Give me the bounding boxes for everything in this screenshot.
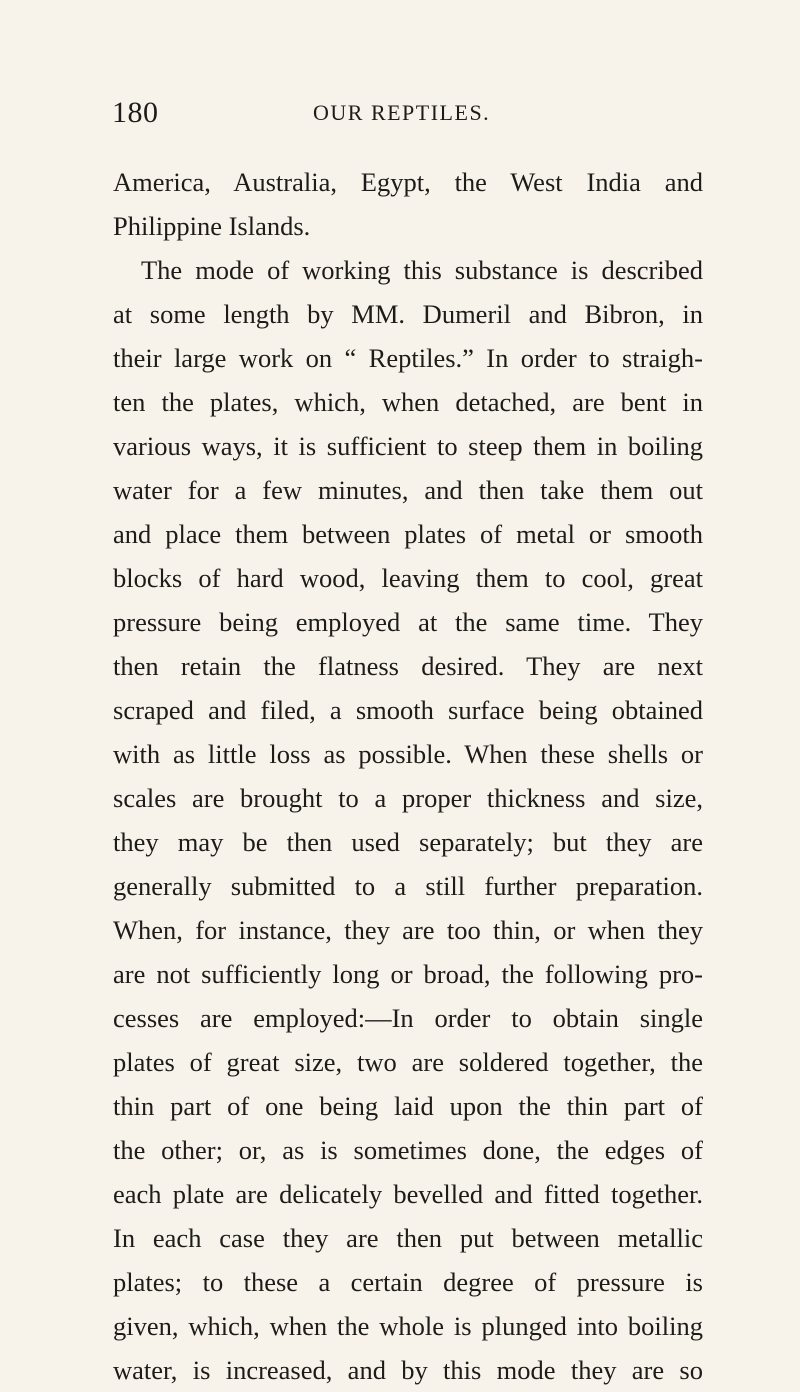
text-line: are not sufficiently long or broad, the following pro- bbox=[113, 959, 703, 989]
text-line: When, for instance, they are too thin, or when they bbox=[113, 915, 703, 945]
text-line: In each case they are then put between metallic bbox=[113, 1223, 703, 1253]
text-line: the other; or, as is sometimes done, the edges of bbox=[113, 1135, 703, 1165]
text-line: scales are brought to a proper thickness and size, bbox=[113, 783, 703, 813]
text-line: their large work on “ Reptiles.” In order to straigh- bbox=[113, 343, 703, 373]
text-line: plates; to these a certain degree of pressure is bbox=[113, 1267, 703, 1297]
text-line: at some length by MM. Dumeril and Bibron, in bbox=[113, 299, 703, 329]
page-number: 180 bbox=[112, 96, 159, 129]
text-line: scraped and filed, a smooth surface being obtained bbox=[113, 695, 703, 725]
text-line: generally submitted to a still further preparation. bbox=[113, 871, 703, 901]
text-line: thin part of one being laid upon the thin part of bbox=[113, 1091, 703, 1121]
text-line: with as little loss as possible. When these shells or bbox=[113, 739, 703, 769]
text-line: pressure being employed at the same time. They bbox=[113, 607, 703, 637]
text-line: plates of great size, two are soldered together, the bbox=[113, 1047, 703, 1077]
text-line: they may be then used separately; but they are bbox=[113, 827, 703, 857]
text-line: cesses are employed:—In order to obtain single bbox=[113, 1003, 703, 1033]
text-line: The mode of working this substance is described bbox=[141, 255, 703, 285]
body-text bbox=[113, 160, 703, 1392]
text-line: blocks of hard wood, leaving them to cool, great bbox=[113, 563, 703, 593]
text-line: Philippine Islands. bbox=[113, 211, 311, 241]
text-line: various ways, it is sufficient to steep them in boiling bbox=[113, 431, 703, 461]
text-line: then retain the flatness desired. They are next bbox=[113, 651, 703, 681]
page-header bbox=[112, 96, 690, 136]
text-line: given, which, when the whole is plunged into boiling bbox=[113, 1311, 703, 1341]
text-line: ten the plates, which, when detached, are bent in bbox=[113, 387, 703, 417]
text-line: America, Australia, Egypt, the West India and bbox=[113, 167, 703, 197]
text-line: water, is increased, and by this mode they are so bbox=[113, 1355, 703, 1385]
text-line: and place them between plates of metal or smooth bbox=[113, 519, 703, 549]
text-line: each plate are delicately bevelled and fitted together. bbox=[113, 1179, 703, 1209]
running-head: OUR REPTILES. bbox=[313, 100, 491, 125]
text-line: water for a few minutes, and then take them out bbox=[113, 475, 703, 505]
